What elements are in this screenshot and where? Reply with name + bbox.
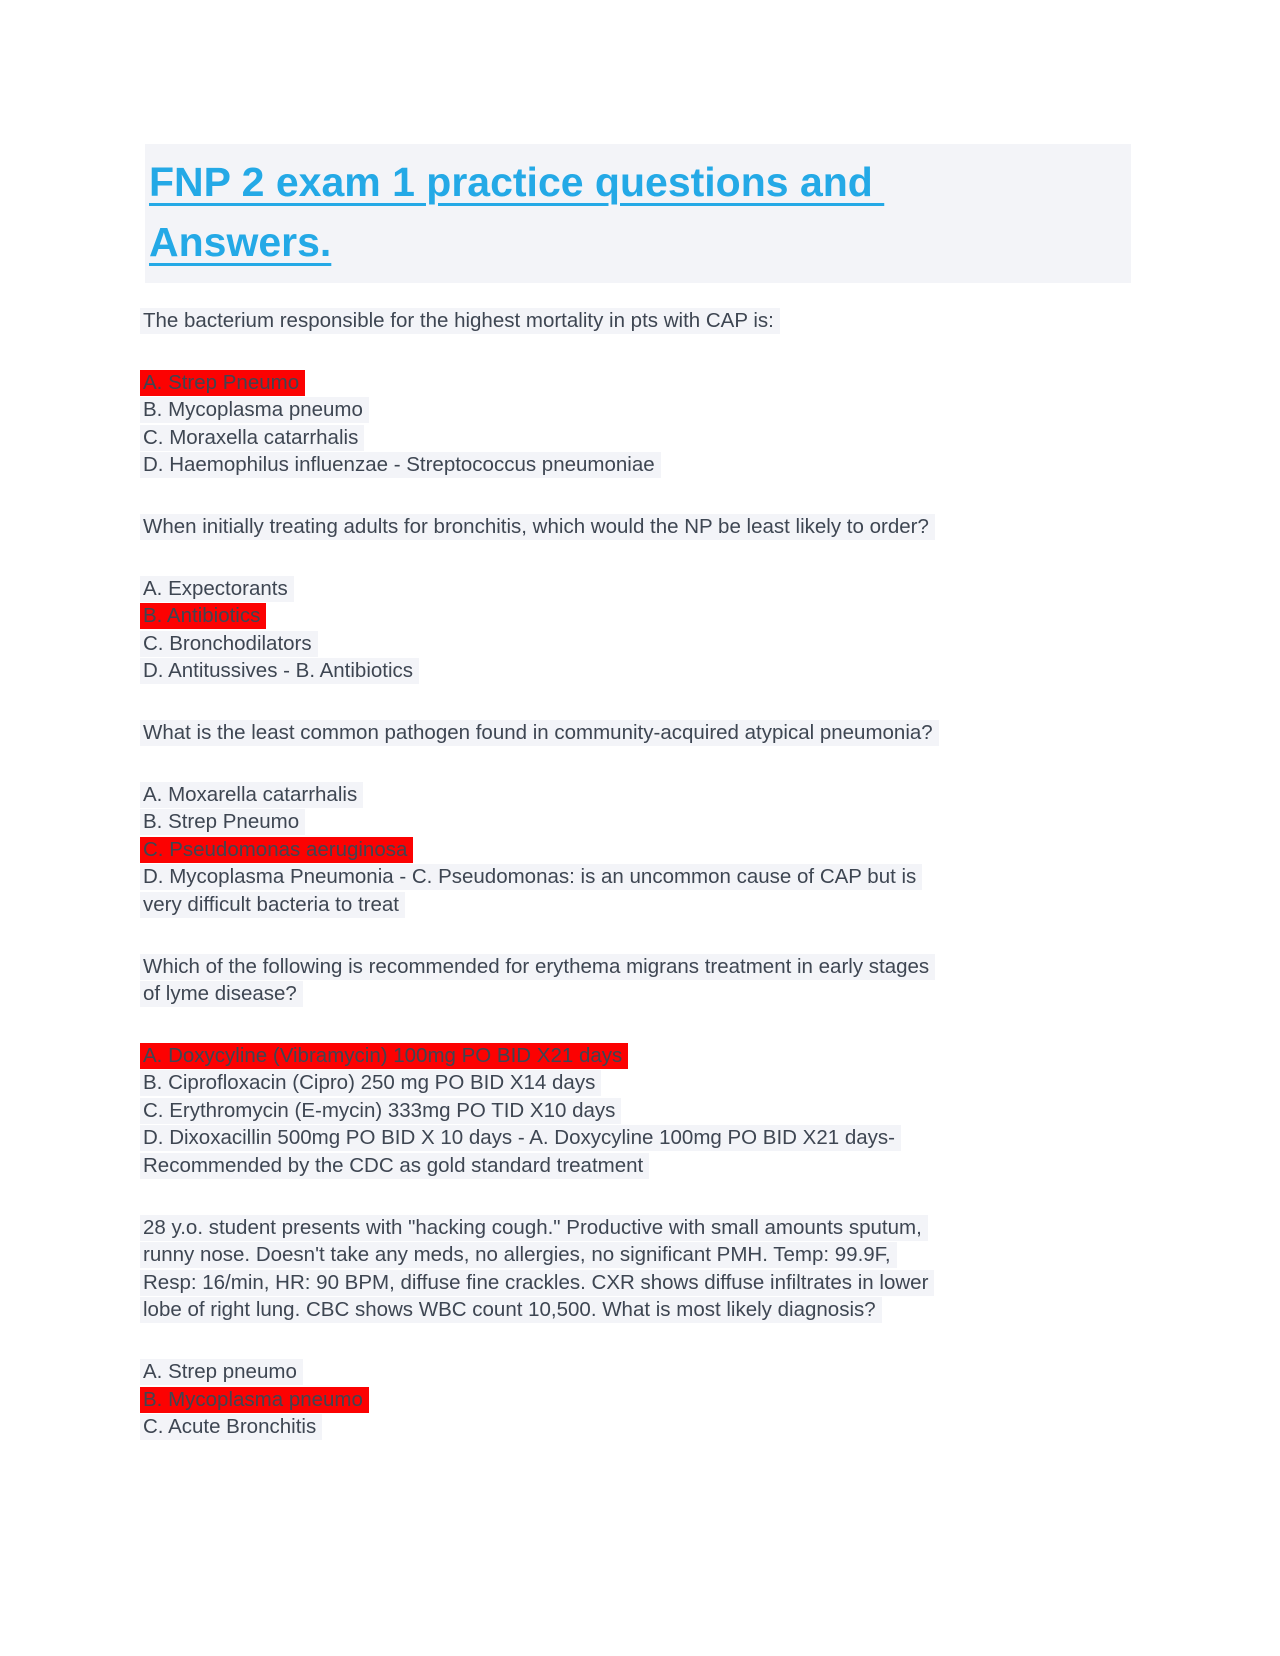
line-text: runny nose. Doesn't take any meds, no allergies, no significant PMH. Temp: 99.9F, <box>140 1242 897 1268</box>
options-block <box>143 1359 1203 1442</box>
answer-line <box>143 1359 1203 1387</box>
question-line <box>143 308 1203 336</box>
line-text: Resp: 16/min, HR: 90 BPM, diffuse fine crackles. CXR shows diffuse infiltrates in lower <box>140 1270 934 1296</box>
line-text: D. Dixoxacillin 500mg PO BID X 10 days - A. Doxycyline 100mg PO BID X21 days- <box>140 1125 901 1151</box>
question-line <box>143 1215 1203 1243</box>
line-text: The bacterium responsible for the highest mortality in pts with CAP is: <box>140 308 780 334</box>
question-block <box>143 720 1203 748</box>
correct-answer-line <box>143 603 1203 631</box>
line-text: C. Moraxella catarrhalis <box>140 425 364 451</box>
answer-line <box>143 1098 1203 1126</box>
line-text: C. Acute Bronchitis <box>140 1414 322 1440</box>
document-title-link[interactable] <box>149 152 1131 272</box>
line-text: Recommended by the CDC as gold standard treatment <box>140 1153 649 1179</box>
line-text: What is the least common pathogen found in community-acquired atypical pneumonia? <box>140 720 939 746</box>
answer-line <box>143 631 1203 659</box>
correct-answer-line <box>143 370 1203 398</box>
question-block <box>143 954 1203 1009</box>
line-text: Which of the following is recommended for erythema migrans treatment in early stages <box>140 954 935 980</box>
title-line-1: FNP 2 exam 1 practice questions and <box>149 159 885 205</box>
line-text: A. Strep pneumo <box>140 1359 303 1385</box>
line-text: very difficult bacteria to treat <box>140 892 405 918</box>
question-line <box>143 981 1203 1009</box>
correct-answer-line <box>143 1043 1203 1071</box>
question-line <box>143 1242 1203 1270</box>
line-text: C. Erythromycin (E-mycin) 333mg PO TID X10 days <box>140 1098 621 1124</box>
title-line-2: Answers. <box>149 219 332 265</box>
options-block <box>143 782 1203 920</box>
answer-line <box>143 782 1203 810</box>
answer-line <box>143 576 1203 604</box>
answer-line <box>143 425 1203 453</box>
line-text: C. Bronchodilators <box>140 631 318 657</box>
answer-line <box>143 658 1203 686</box>
question-list <box>143 308 1203 1476</box>
question-block <box>143 514 1203 542</box>
line-text: B. Strep Pneumo <box>140 809 305 835</box>
line-text: When initially treating adults for bronchitis, which would the NP be least likely to order? <box>140 514 935 540</box>
answer-line <box>143 809 1203 837</box>
answer-line <box>143 1153 1203 1181</box>
question-block <box>143 1215 1203 1325</box>
answer-line <box>143 864 1203 892</box>
line-text: A. Moxarella catarrhalis <box>140 782 363 808</box>
options-block <box>143 370 1203 480</box>
line-text: B. Ciprofloxacin (Cipro) 250 mg PO BID X14 days <box>140 1070 601 1096</box>
correct-answer-text: A. Doxycyline (Vibramycin) 100mg PO BID X21 days <box>140 1043 628 1069</box>
correct-answer-text: A. Strep Pneumo <box>140 370 305 396</box>
question-line <box>143 514 1203 542</box>
line-text: of lyme disease? <box>140 981 303 1007</box>
correct-answer-text: C. Pseudomonas aeruginosa <box>140 837 413 863</box>
answer-line <box>143 1414 1203 1442</box>
correct-answer-line <box>143 837 1203 865</box>
line-text: D. Mycoplasma Pneumonia - C. Pseudomonas: is an uncommon cause of CAP but is <box>140 864 922 890</box>
correct-answer-text: B. Mycoplasma pneumo <box>140 1387 369 1413</box>
line-text: A. Expectorants <box>140 576 294 602</box>
question-line <box>143 954 1203 982</box>
answer-line <box>143 397 1203 425</box>
answer-line <box>143 1070 1203 1098</box>
question-line <box>143 1297 1203 1325</box>
line-text: B. Mycoplasma pneumo <box>140 397 369 423</box>
line-text: 28 y.o. student presents with "hacking cough." Productive with small amounts sputum, <box>140 1215 928 1241</box>
answer-line <box>143 452 1203 480</box>
correct-answer-text: B. Antibiotics <box>140 603 266 629</box>
line-text: lobe of right lung. CBC shows WBC count 10,500. What is most likely diagnosis? <box>140 1297 882 1323</box>
options-block <box>143 1043 1203 1181</box>
line-text: D. Antitussives - B. Antibiotics <box>140 658 419 684</box>
options-block <box>143 576 1203 686</box>
line-text: D. Haemophilus influenzae - Streptococcus pneumoniae <box>140 452 661 478</box>
answer-line <box>143 1125 1203 1153</box>
question-block <box>143 308 1203 336</box>
question-line <box>143 720 1203 748</box>
answer-line <box>143 892 1203 920</box>
document-title-block <box>145 144 1131 283</box>
correct-answer-line <box>143 1387 1203 1415</box>
question-line <box>143 1270 1203 1298</box>
